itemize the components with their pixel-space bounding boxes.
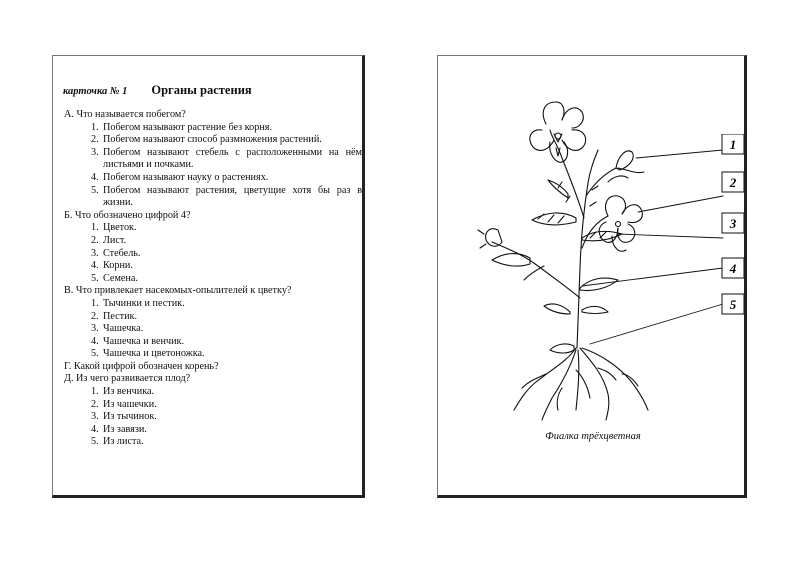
answer-option	[64, 235, 362, 248]
figure-card	[437, 55, 747, 498]
card-header	[63, 81, 252, 99]
option-number: 4.	[91, 260, 99, 272]
answer-option	[64, 348, 362, 361]
option-number: 2.	[91, 234, 99, 246]
stem-drawing	[492, 130, 616, 348]
answer-options	[64, 386, 362, 449]
answer-option	[64, 336, 362, 349]
option-text: Побегом называют растения, цветущие хотя бы раз в жизни.	[103, 184, 362, 209]
answer-option	[64, 436, 362, 449]
flower-right-drawing	[599, 196, 642, 251]
option-number: 4.	[91, 423, 99, 435]
option-text: Пестик.	[103, 310, 138, 322]
label-box-5	[722, 294, 744, 314]
card-number: карточка № 1	[63, 86, 128, 97]
flower-bud-drawing	[608, 151, 644, 182]
option-number: 1.	[91, 121, 99, 133]
answer-option	[64, 260, 362, 273]
answer-options	[64, 222, 362, 285]
answer-option	[64, 134, 362, 147]
option-text: Из листа.	[103, 436, 144, 448]
option-text: Цветок.	[103, 222, 137, 234]
question-block	[64, 109, 362, 210]
answer-option	[64, 147, 362, 172]
option-text: Чашечка и цветоножка.	[103, 348, 205, 360]
question-block	[64, 210, 362, 286]
option-text: Из венчика.	[103, 386, 155, 398]
question-text: Д. Из чего развивается плод?	[64, 373, 191, 385]
answer-option	[64, 248, 362, 261]
question-text: А. Что называется побегом?	[64, 109, 186, 120]
option-text: Чашечка и венчик.	[103, 335, 185, 347]
answer-option	[64, 424, 362, 437]
option-number: 5.	[91, 272, 99, 284]
option-number: 2.	[91, 398, 99, 410]
option-number: 3.	[91, 146, 99, 158]
answer-option	[64, 122, 362, 135]
option-text: Стебель.	[103, 247, 141, 259]
answer-option	[64, 411, 362, 424]
option-number: 3.	[91, 411, 99, 423]
option-text: Тычинки и пестик.	[103, 297, 185, 309]
option-text: Побегом называют науку о растениях.	[103, 171, 269, 183]
question-text: В. Что привлекает насекомых-опылителей к цветку?	[64, 285, 292, 297]
option-number: 4.	[91, 335, 99, 347]
option-number: 5.	[91, 184, 99, 196]
option-number: 5.	[91, 436, 99, 448]
option-text: Побегом называют растение без корня.	[103, 121, 273, 133]
flower-top-drawing	[530, 102, 586, 162]
question-block	[64, 285, 362, 361]
question-block	[64, 361, 362, 374]
option-number: 5.	[91, 348, 99, 360]
answer-option	[64, 323, 362, 336]
label-box-1	[722, 134, 744, 154]
option-number: 1.	[91, 386, 99, 398]
answer-option	[64, 185, 362, 210]
roots-drawing	[514, 348, 648, 420]
option-number: 1.	[91, 297, 99, 309]
answer-option	[64, 298, 362, 311]
option-text: Побегом называют стебель с расположенными на нём листьями и почками.	[103, 146, 362, 171]
answer-option	[64, 222, 362, 235]
card-title: Органы растения	[151, 83, 252, 97]
question-list	[64, 109, 362, 449]
option-number: 1.	[91, 222, 99, 234]
label-1-text: 1	[729, 137, 737, 152]
option-number: 3.	[91, 323, 99, 335]
option-text: Из завязи.	[103, 423, 147, 435]
option-text: Чашечка.	[103, 323, 144, 335]
seed-pod-drawing	[478, 229, 502, 248]
answer-option	[64, 273, 362, 286]
question-text: Г. Какой цифрой обозначен корень?	[64, 360, 219, 372]
label-box-4	[722, 258, 744, 278]
option-text: Семена.	[103, 272, 138, 284]
answer-option	[64, 172, 362, 185]
option-number: 3.	[91, 247, 99, 259]
option-number: 4.	[91, 171, 99, 183]
viola-tricolor-illustration	[458, 98, 748, 428]
figure-caption: Фиалка трёхцветная	[545, 431, 641, 442]
answer-options	[64, 298, 362, 361]
label-5-text: 5	[729, 297, 737, 312]
label-4-text: 4	[729, 261, 737, 276]
question-text: Б. Что обозначено цифрой 4?	[64, 209, 191, 221]
option-text: Корни.	[103, 260, 133, 272]
answer-options	[64, 122, 362, 210]
option-text: Побегом называют способ размножения растений.	[103, 134, 322, 146]
answer-option	[64, 311, 362, 324]
number-labels	[721, 134, 747, 324]
option-text: Из чашечки.	[103, 398, 157, 410]
answer-option	[64, 386, 362, 399]
option-number: 2.	[91, 134, 99, 146]
question-block	[64, 373, 362, 449]
label-box-3	[722, 213, 744, 233]
pointer-lines	[582, 150, 723, 344]
label-3-text: 3	[729, 216, 737, 231]
question-card	[52, 55, 365, 498]
option-number: 2.	[91, 310, 99, 322]
option-text: Лист.	[103, 234, 127, 246]
answer-option	[64, 399, 362, 412]
label-2-text: 2	[729, 175, 737, 190]
label-box-2	[722, 172, 744, 192]
option-text: Из тычинок.	[103, 411, 157, 423]
leaves-drawing	[492, 180, 622, 353]
